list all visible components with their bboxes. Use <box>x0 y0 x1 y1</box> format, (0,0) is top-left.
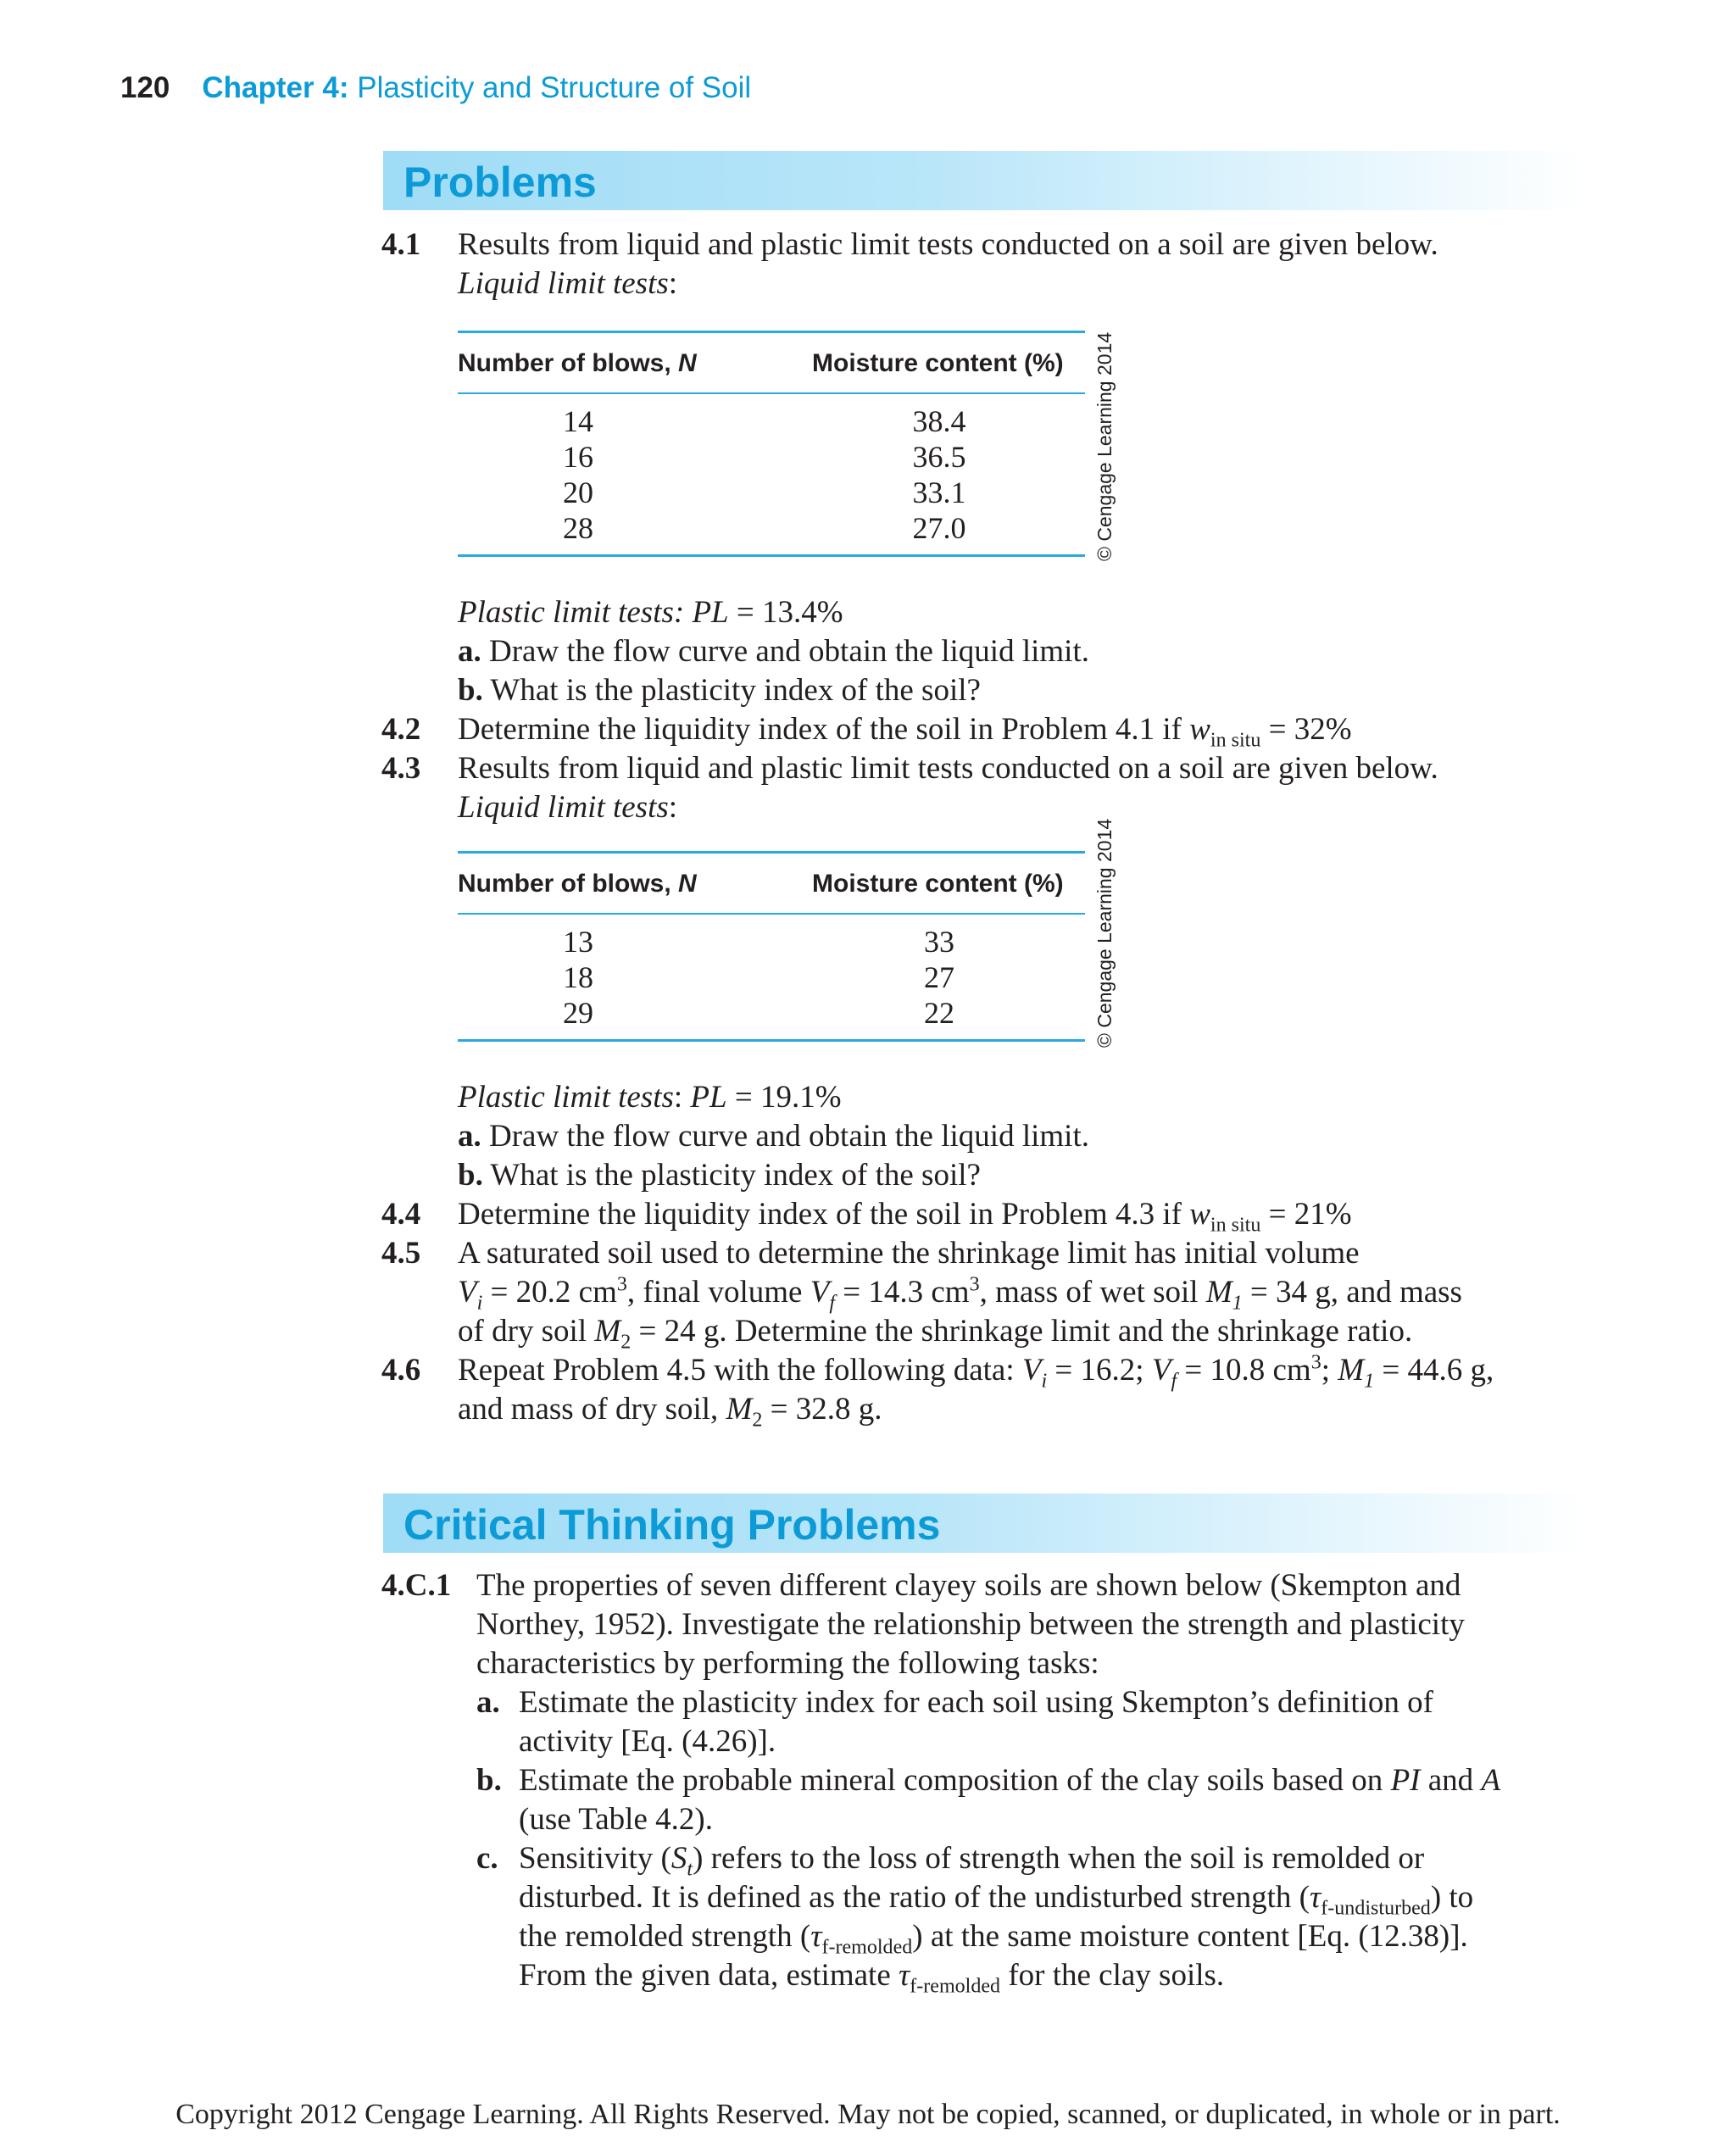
task-a-line-2: activity [Eq. (4.26)]. <box>519 1724 776 1759</box>
problem-4-6-number: 4.6 <box>381 1353 421 1388</box>
table-cell: 33 <box>924 925 954 959</box>
table-cell: 20 <box>563 476 593 509</box>
table-bottom-rule <box>458 554 1085 557</box>
copyright-footer: Copyright 2012 Cengage Learning. All Rights Reserved. May not be copied, scanned, or duplicated, in whole or in part. <box>175 2099 1561 2130</box>
problem-4-4-number: 4.4 <box>381 1197 421 1232</box>
table-cell: 22 <box>924 996 954 1030</box>
plastic-limit-4-1: Plastic limit tests: PL = 13.4% <box>458 595 843 630</box>
table-bottom-rule <box>458 1039 1085 1042</box>
plastic-limit-4-3: Plastic limit tests: PL = 19.1% <box>458 1080 842 1115</box>
problem-4-6-line-1: Repeat Problem 4.5 with the following data: $V_i = 16.2$; $V_f = 10.8$ $cm^3$; $M_1 = 44.6$ g, <box>458 1351 1494 1393</box>
chapter-title: Plasticity and Structure of Soil <box>357 71 752 104</box>
task-c-line-2: disturbed. It is defined as the ratio of the undisturbed strength $(\tau_{f-undisturbed})$ to <box>519 1880 1474 1920</box>
task-a-label: a. <box>476 1685 500 1720</box>
critical-thinking-heading-bar <box>383 1493 1587 1553</box>
table-cell: 33.1 <box>912 476 966 509</box>
table-top-rule <box>458 331 1085 333</box>
problem-4-3-text: Results from liquid and plastic limit tests conducted on a soil are given below. <box>458 751 1438 786</box>
problem-4-1-text: Results from liquid and plastic limit tests conducted on a soil are given below. <box>458 227 1438 262</box>
table-cell: 28 <box>563 511 593 545</box>
task-c-line-4: From the given data, estimate $\tau_{f-remolded}$ for the clay soils. <box>519 1958 1225 1998</box>
problem-4-1-a: a. Draw the flow curve and obtain the liquid limit. <box>458 634 1089 669</box>
problem-4-c-1-line-1: The properties of seven different clayey soils are shown below (Skempton and <box>476 1568 1461 1603</box>
task-b-line-1: Estimate the probable mineral composition of the clay soils based on PI and A <box>519 1763 1501 1798</box>
chapter-label: Chapter 4: <box>202 71 349 104</box>
problem-4-5-line-3: of dry soil $M_2 = 24$ g. Determine the shrinkage limit and the shrinkage ratio. <box>458 1314 1413 1354</box>
table-header-moisture: Moisture content (%) <box>812 870 1064 898</box>
problem-4-6-line-2: and mass of dry soil, $M_2 = 32.8$ g. <box>458 1392 882 1432</box>
table-header-rule <box>458 913 1085 915</box>
table-header-blows: Number of blows, N <box>458 870 697 898</box>
problem-4-5-line-1: A saturated soil used to determine the shrinkage limit has initial volume <box>458 1236 1360 1271</box>
table-top-rule <box>458 851 1085 854</box>
task-c-line-3: the remolded strength $(\tau_{f-remolded})$ at the same moisture content [Eq. (12.38)]. <box>519 1919 1468 1959</box>
task-c-line-1: Sensitivity $(S_t)$ refers to the loss of strength when the soil is remolded or <box>519 1841 1425 1881</box>
table-cell: 27.0 <box>912 511 966 545</box>
table-cell: 16 <box>563 440 593 474</box>
critical-thinking-heading: Critical Thinking Problems <box>403 1501 941 1549</box>
table-cell: 13 <box>563 925 593 959</box>
problem-4-c-1-line-3: characteristics by performing the following tasks: <box>476 1646 1099 1681</box>
table-cell: 36.5 <box>912 440 966 474</box>
problem-4-4-text: Determine the liquidity index of the soil in Problem 4.3 if $w_{in situ} = 21\%$ <box>458 1197 1352 1237</box>
table-cell: 38.4 <box>912 404 966 438</box>
problem-4-2-text: Determine the liquidity index of the soil in Problem 4.1 if $w_{in situ} = 32\%$ <box>458 712 1352 752</box>
problem-4-5-line-2: $V_i = 20.2$ $cm^3$, final volume $V_f = 14.3$ $cm^3$, mass of wet soil $M_1 = 34$ g, and mass <box>458 1273 1462 1315</box>
liquid-limit-table-2 <box>458 851 1085 1046</box>
problem-4-3-b: b. What is the plasticity index of the soil? <box>458 1158 981 1193</box>
problem-4-1 <box>381 225 420 264</box>
table-cell: 27 <box>924 960 954 994</box>
copyright-credit: © Cengage Learning 2014 <box>1093 331 1116 561</box>
problem-4-c-1-line-2: Northey, 1952). Investigate the relationship between the strength and plasticity <box>476 1607 1465 1642</box>
problems-heading-bar <box>383 151 1587 210</box>
problems-heading: Problems <box>403 159 597 206</box>
table-cell: 29 <box>563 996 593 1030</box>
table-cell: 14 <box>563 404 593 438</box>
copyright-credit: © Cengage Learning 2014 <box>1093 818 1116 1048</box>
page-number: 120 <box>120 71 170 104</box>
table-header-blows: Number of blows, N <box>458 349 697 377</box>
task-c-label: c. <box>476 1841 498 1876</box>
task-a-line-1: Estimate the plasticity index for each soil using Skempton’s definition of <box>519 1685 1433 1720</box>
problem-4-5-number: 4.5 <box>381 1236 421 1271</box>
problem-4-3-a: a. Draw the flow curve and obtain the liquid limit. <box>458 1119 1089 1154</box>
table-header-rule <box>458 392 1085 394</box>
table-cell: 18 <box>563 960 593 994</box>
task-b-line-2: (use Table 4.2). <box>519 1802 713 1837</box>
problem-4-1-b: b. What is the plasticity index of the soil? <box>458 673 981 708</box>
problem-4-1-subtitle: Liquid limit tests: <box>458 266 678 301</box>
task-b-label: b. <box>476 1763 502 1798</box>
problem-4-c-1-number: 4.C.1 <box>381 1568 452 1603</box>
problem-4-3-subtitle: Liquid limit tests: <box>458 790 678 825</box>
liquid-limit-table-1 <box>458 331 1085 559</box>
problem-4-2-number: 4.2 <box>381 712 421 747</box>
table-header-moisture: Moisture content (%) <box>812 349 1064 377</box>
running-head <box>120 71 751 105</box>
problem-4-3-number: 4.3 <box>381 751 421 786</box>
problem-number: 4.1 <box>381 227 421 262</box>
